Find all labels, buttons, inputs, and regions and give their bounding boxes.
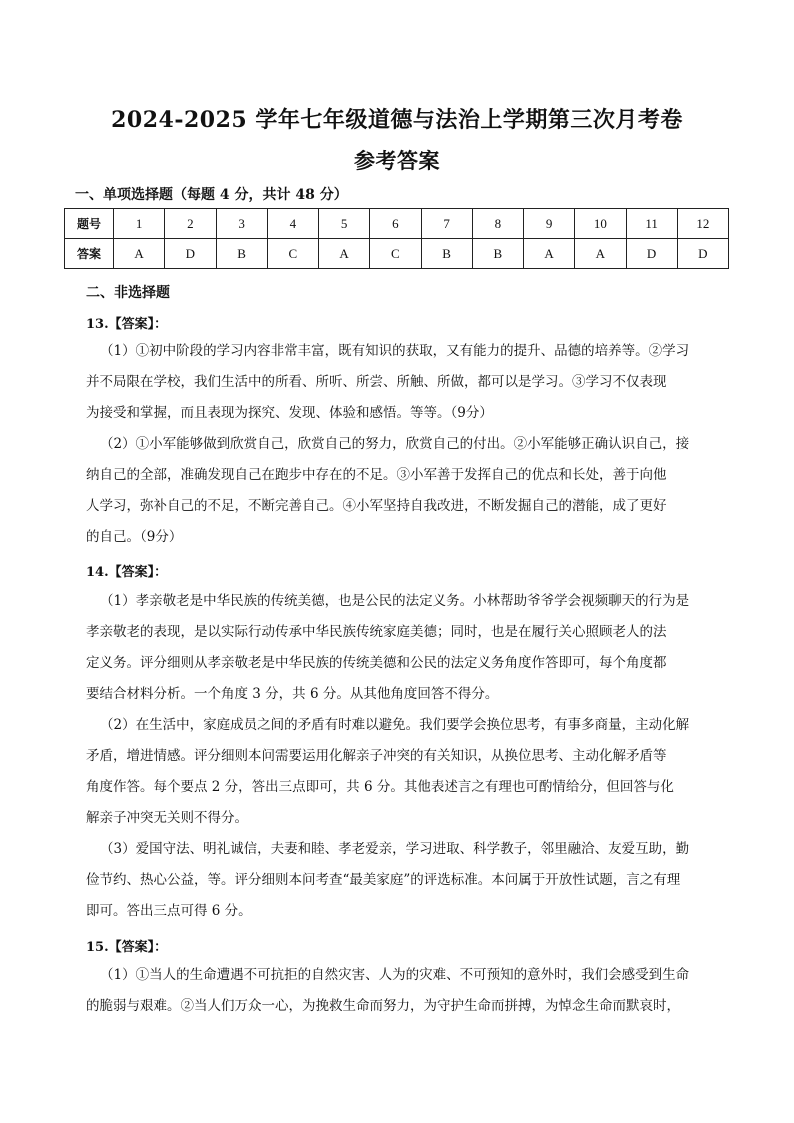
answer-cell: C xyxy=(267,239,318,269)
q15-answer xyxy=(86,960,712,1022)
answer-cell: B xyxy=(472,239,523,269)
question-number: 11 xyxy=(626,209,677,239)
question-number: 6 xyxy=(370,209,421,239)
section1-heading: 一、单项选择题（每题 4 分，共计 48 分） xyxy=(75,187,348,203)
question-number: 9 xyxy=(524,209,575,239)
question-number: 8 xyxy=(472,209,523,239)
answer-line: 为接受和掌握，而且表现为探究、发现、体验和感悟。等等。（9分） xyxy=(86,405,493,421)
question-number: 2 xyxy=(165,209,216,239)
answer-line: 人学习，弥补自己的不足，不断完善自己。④小军坚持自我改进，不断发掘自己的潜能，成了更好 xyxy=(86,498,667,514)
question-number: 4 xyxy=(267,209,318,239)
question-number: 3 xyxy=(216,209,267,239)
answer-cell: D xyxy=(677,239,728,269)
answer-line: 角度作答。每个要点 2 分，答出三点即可，共 6 分。其他表述言之有理也可酌情给分，但回答与化 xyxy=(86,779,674,795)
answer-cell: D xyxy=(626,239,677,269)
answer-line: 解亲子冲突无关则不得分。 xyxy=(86,810,248,826)
answer-cell: A xyxy=(319,239,370,269)
answer-line: 孝亲敬老的表现，是以实际行动传承中华民族传统家庭美德；同时，也是在履行关心照顾老人的法 xyxy=(86,624,667,640)
answer-row xyxy=(65,239,729,269)
answer-line: 的自己。（9分） xyxy=(86,529,183,545)
answer-table xyxy=(64,208,729,269)
number-row xyxy=(65,209,729,239)
answer-row-label: 答案 xyxy=(65,239,114,269)
q14-answer xyxy=(86,586,712,927)
question-number: 5 xyxy=(319,209,370,239)
section2-heading: 二、非选择题 xyxy=(86,285,170,301)
answer-line: 俭节约、热心公益，等。评分细则本问考查“最美家庭”的评选标准。本问属于开放性试题，言之有理 xyxy=(86,872,681,888)
answer-line: （3）爱国守法、明礼诚信，夫妻和睦、孝老爱亲，学习进取、科学教子，邻里融洽、友爱互助，勤 xyxy=(100,841,690,857)
q13-label: 13.【答案】： xyxy=(86,317,168,332)
answer-line: （1）①当人的生命遭遇不可抗拒的自然灾害、人为的灾难、不可预知的意外时，我们会感受到生命 xyxy=(100,967,690,983)
number-row-label: 题号 xyxy=(65,209,114,239)
question-number: 12 xyxy=(677,209,728,239)
answer-cell: D xyxy=(165,239,216,269)
q13-answer xyxy=(86,336,712,553)
q14-label: 14.【答案】： xyxy=(86,565,168,580)
answer-line: 并不局限在学校，我们生活中的所看、所听、所尝、所触、所做，都可以是学习。③学习不仅表现 xyxy=(86,374,667,390)
page-subtitle: 参考答案 xyxy=(354,148,440,173)
answer-line: 定义务。评分细则从孝亲敬老是中华民族的传统美德和公民的法定义务角度作答即可，每个角度都 xyxy=(86,655,667,671)
page-title: 2024-2025 学年七年级道德与法治上学期第三次月考卷 xyxy=(111,107,683,133)
answer-cell: C xyxy=(370,239,421,269)
question-number: 10 xyxy=(575,209,626,239)
answer-cell: A xyxy=(575,239,626,269)
answer-cell: A xyxy=(114,239,165,269)
answer-line: 即可。答出三点可得 6 分。 xyxy=(86,903,252,919)
question-number: 7 xyxy=(421,209,472,239)
answer-line: （2）①小军能够做到欣赏自己，欣赏自己的努力，欣赏自己的付出。②小军能够正确认识自己，接 xyxy=(100,436,690,452)
answer-cell: B xyxy=(421,239,472,269)
answer-line: 的脆弱与艰难。②当人们万众一心，为挽救生命而努力，为守护生命而拼搏，为悼念生命而默哀时， xyxy=(86,998,680,1014)
answer-line: 矛盾，增进情感。评分细则本问需要运用化解亲子冲突的有关知识，从换位思考、主动化解矛盾等 xyxy=(86,748,667,764)
answer-line: （1）①初中阶段的学习内容非常丰富，既有知识的获取，又有能力的提升、品德的培养等。②学习 xyxy=(100,343,690,359)
answer-line: 纳自己的全部，准确发现自己在跑步中存在的不足。③小军善于发挥自己的优点和长处，善于向他 xyxy=(86,467,667,483)
answer-cell: B xyxy=(216,239,267,269)
answer-line: （1）孝亲敬老是中华民族的传统美德，也是公民的法定义务。小林帮助爷爷学会视频聊天的行为是 xyxy=(100,593,690,609)
answer-cell: A xyxy=(524,239,575,269)
q15-label: 15.【答案】： xyxy=(86,940,168,955)
question-number: 1 xyxy=(114,209,165,239)
answer-line: （2）在生活中，家庭成员之间的矛盾有时难以避免。我们要学会换位思考，有事多商量，主动化解 xyxy=(100,717,690,733)
answer-line: 要结合材料分析。一个角度 3 分，共 6 分。从其他角度回答不得分。 xyxy=(86,686,499,702)
